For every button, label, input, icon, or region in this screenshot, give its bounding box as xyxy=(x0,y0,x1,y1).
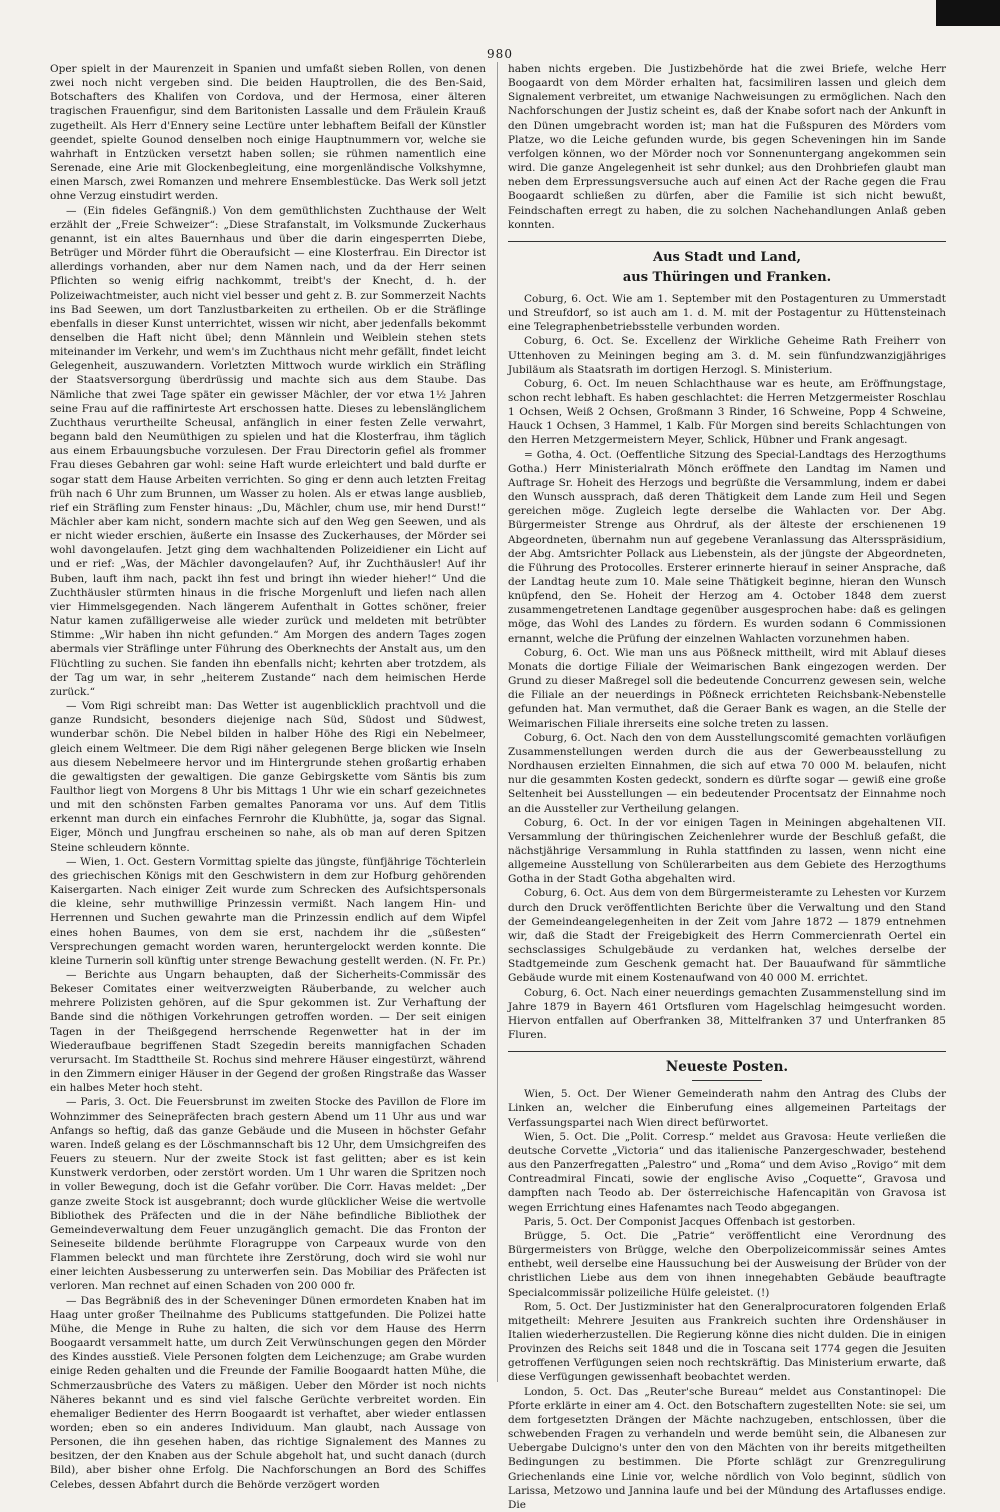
news-item: Coburg, 6. Oct. Im neuen Schlachthause war es heute, am Eröffnungstage, schon recht lebhaft. Es haben geschlachtet: die Herren Metzgermeister Roschlau 1 Ochsen, Weiß 2 Ochsen, Großmann 3 Rinder, 16 Schweine, Popp 4 Schweine, Hauck 1 Ochsen, 3 Hammel, 1 Kalb. Für Morgen sind bereits Schlachtungen von den Herren Metzgermeistern Meyer, Schlick, Hübner und Frank angesagt. xyxy=(508,377,946,447)
news-item: Coburg, 6. Oct. In der vor einigen Tagen in Meiningen abgehaltenen VII. Versammlung der thüringischen Zeichenlehrer wurde der Beschluß gefaßt, die nächstjährige Versammlung in Ruhla stattfinden zu lassen, wenn nicht eine allgemeine Ausstellung von Schülerarbeiten aus dem Gebiete des Herzogthums Gotha in der Stadt Gotha abgehalten wird. xyxy=(508,816,946,886)
section-rule xyxy=(508,1051,946,1052)
news-item: = Gotha, 4. Oct. (Oeffentliche Sitzung des Special-Landtags des Herzogthums Gotha.) Herr Ministerialrath Mönch eröffnete den Landtag im Namen und Auftrage Sr. Hoheit des Herzogs und begrüßte die Versammlung, indem er dabei den Wunsch aussprach, daß deren Thätigkeit dem Lande zum Heil und Segen gereichen möge. Zugleich legte derselbe die Wahlacten vor. Der Abg. Bürgermeister Strenge aus Ohrdruf, als der älteste der erschienenen 19 Abgeordneten, übernahm nun auf gegebene Veranlassung das Altersspräsidium, der Abg. Amtsrichter Pollack aus Liebenstein, als der jüngste der Abgeordneten, die Führung des Protocolles. Ersterer erinnerte hierauf in seiner Ansprache, daß der Landtag heute zum 10. Male seine Thätigkeit beginne, hieran den Wunsch knüpfend, den Se. Hoheit der Herzog am 4. October 1848 dem zuerst zusammengetretenen Landtage gegenüber ausgesprochen habe: daß es gelingen möge, das Wohl des Landes zu fördern. Es wurden sodann 6 Commissionen ernannt, welche die Prüfung der einzelnen Wahlacten vorzunehmen haben. xyxy=(508,448,946,645)
news-item: Coburg, 6. Oct. Nach den von dem Ausstellungscomité gemachten vorläufigen Zusammenstellungen werden durch die aus der Gewerbeausstellung zu Nordhausen erzielten Einnahmen, die sich auf etwa 70 000 M. belaufen, nicht nur die gesammten Kosten gedeckt, sondern es dürfte sogar — gewiß eine große Seltenheit bei Ausstellungen — ein bedeutender Procentsatz der Einnahme noch an die Aussteller zur Vertheilung gelangen. xyxy=(508,731,946,815)
short-rule xyxy=(692,1080,762,1081)
article-paragraph: — Wien, 1. Oct. Gestern Vormittag spielte das jüngste, fünfjährige Töchterlein des griechischen Königs mit den Geschwistern in dem zur Hofburg gehörenden Kaisergarten. Nach einiger Zeit wurde zum Schrecken des Aufsichtspersonals die kleine, sehr muthwillige Prinzessin vermißt. Nach langem Hin- und Herrennen und Suchen gewahrte man die Prinzessin endlich auf dem Wipfel eines hohen Baumes, von dem sie erst, nachdem ihr die „süßesten“ Versprechungen gemacht worden waren, heruntergelockt werden konnte. Die kleine Turnerin soll künftig unter strenge Bewachung gestellt werden. (N. Fr. Pr.) xyxy=(50,855,486,967)
article-paragraph: — Berichte aus Ungarn behaupten, daß der Sicherheits-Commissär des Bekeser Comitates einer weitverzweigten Räuberbande, zu welcher auch mehrere Polizisten gehören, auf die Spur gekommen ist. Zur Verhaftung der Bande sind die nöthigen Vorkehrungen getroffen worden. — Der seit einigen Tagen in der Theißgegend herrschende Regenwetter hat in der im Wiederaufbaue begriffenen Stadt Szegedin bereits mannigfachen Schaden verursacht. Im Stadttheile St. Rochus sind mehrere Häuser eingestürzt, während in den Zimmern einiger Häuser in der Gegend der großen Ringstraße das Wasser ein halbes Meter hoch steht. xyxy=(50,969,486,1095)
news-item: Wien, 5. Oct. Der Wiener Gemeinderath nahm den Antrag des Clubs der Linken an, welcher die Einberufung eines allgemeinen Parteitags der Verfassungspartei nach Wien direct befürwortet. xyxy=(508,1088,946,1129)
section-heading: Aus Stadt und Land, xyxy=(653,249,801,265)
left-column xyxy=(50,62,486,1491)
article-paragraph: — Paris, 3. Oct. Die Feuersbrunst im zweiten Stocke des Pavillon de Flore im Wohnzimmer des Seinepräfecten brach gestern Abend um 11 Uhr aus und war Anfangs so heftig, daß das ganze Gebäude und die Museen in höchster Gefahr waren. Indeß gelang es der Löschmannschaft bis 12 Uhr, dem Umsichgreifen des Feuers zu steuern. Nur der zweite Stock ist fast gelitten; aber es ist kein Kunstwerk verdorben, oder zerstört worden. Um 1 Uhr waren die Spritzen noch in voller Bewegung, doch ist die Gefahr vorüber. Die Corr. Havas meldet: „Der ganze zweite Stock ist ausgebrannt; doch wurde glücklicher Weise die wertvolle Bibliothek des Präfecten und die in der Nähe befindliche Bibliothek der Gemeindeverwaltung dem Feuer unzugänglich gemacht. Die das Fronton der Seineseite bildende berühmte Floragruppe von Carpeaux wurde von den Flammen beleckt und man fürchtete ihre Zerstörung, doch wird sie wohl nur einer leichten Ausbesserung zu unterwerfen sein. Das Mobiliar des Präfecten ist verloren. Man rechnet auf einen Schaden von 200 000 fr. xyxy=(50,1096,486,1293)
column-divider xyxy=(497,62,498,1382)
section-heading-latest: Neueste Posten. xyxy=(665,1059,789,1076)
article-paragraph: — (Ein fideles Gefängniß.) Von dem gemüthlichsten Zuchthause der Welt erzählt der „Freie Schweizer“: „Diese Strafanstalt, im Volksmunde Zuckerhaus genannt, ist ein altes Bauernhaus und über die darin eingesperrten Diebe, Betrüger und Mörder führt die Oberaufsicht — eine Klosterfrau. Ein Director ist allerdings vorhanden, aber nur dem Namen nach, und da der Herr seinen Pflichten so wenig eifrig nachkommt, treibt's der Knecht, d. h. der Polizeiwachtmeister, auch nicht viel besser und geht z. B. zur Sommerzeit Nachts ins Bad Seewen, um dort Tanzlustbarkeiten zu ertheilen. Ob er die Sträflinge ebenfalls in dieser Kunst unterrichtet, wissen wir nicht, aber jedenfalls bekommt denselben die Haft nicht übel; denn Männlein und Weiblein stehen stets miteinander im Verkehr, und wem's im Zuchthaus nicht mehr gefällt, findet leicht Gelegenheit, auszuwandern. Vorletzten Mittwoch wurde wirklich ein Sträfling der Staatsversorgung überdrüssig und machte sich aus dem Staube. Das Nämliche that zwei Tage später ein gewisser Mächler, der vor etwa 1½ Jahren seine Frau auf die raffinirteste Art erschossen hatte. Dieses zu lebenslänglichem Zuchthaus verurtheilte Scheusal, anfänglich in einer festen Zelle verwahrt, begann bald den Neumüthigen zu spielen und hat die Klosterfrau, ihm täglich aus einem Erbauungsbuche vorzulesen. Der Frau Directorin gefiel als frommer Frau dieses Gebahren gar wohl: seine Haft wurde erleichtert und bald durfte er sogar statt dem Hause Arbeiten verrichten. So ging er denn auch letzten Freitag früh nach 6 Uhr zum Brunnen, um Wasser zu holen. Als er etwas lange ausblieb, rief ein Sträfling zum Fenster hinaus: „Du, Mächler, chum use, mir hend Durst!“ Mächler aber kam nicht, sondern machte sich auf den Weg gen Seewen, und als er nicht wieder erschien, äußerte ein Insasse des Zuckerhauses, der Mörder sei wohl davongelaufen. Jetzt ging dem wachhaltenden Polizeidiener ein Licht auf und er rief: „Was, der Mächler davongelaufen? Auf, ihr Zuchthäusler! Auf ihr Buben, lauft ihm nach, packt ihn fest und bringt ihn wieder hieher!“ Und die Zuchthäusler stürmten hinaus in die frische Morgenluft und liefen nach allen vier Himmelsgegenden. Nach längerem Aufenthalt in Gottes schöner, freier Natur kamen zufälligerweise alle wieder zurück und meldeten mit betrübter Stimme: „Wir haben ihn nicht gefunden.“ Am Morgen des andern Tages zogen abermals vier Sträflinge unter Führung des Oberknechts der Anstalt aus, um den Flüchtling zu suchen. Sie fanden ihn ebenfalls nicht; kehrten aber trotzdem, als der Tag um war, in sehr „heiterem Zustande“ nach dem heimischen Herde zurück.“ xyxy=(50,204,486,698)
news-item: Paris, 5. Oct. Der Componist Jacques Offenbach ist gestorben. xyxy=(524,1215,856,1228)
news-item: Coburg, 6. Oct. Aus dem von dem Bürgermeisteramte zu Lehesten vor Kurzem durch den Druck veröffentlichten Berichte über die Verwaltung und den Stand der Gemeindeangelegenheiten in der Zeit vom Jahre 1872 — 1879 entnehmen wir, daß die Stadt der Freigebigkeit des Herrn Commercienrath Oertel ein sechsclassiges Schulgebäude zu verdanken hat, welches derselbe der Stadtgemeinde zum Geschenk gemacht hat. Der Bauaufwand für sämmtliche Gebäude wurde mit einem Kostenaufwand von 40 000 M. errichtet. xyxy=(508,887,946,985)
article-paragraph: Oper spielt in der Maurenzeit in Spanien und umfaßt sieben Rollen, von denen zwei noch nicht vergeben sind. Die beiden Hauptrollen, die des Ben-Said, Botschafters des Khalifen von Cordova, und der Hermosa, einer älteren tragischen Frauenfigur, sind dem Baritonisten Lassalle und dem Fräulein Krauß zugetheilt. Als Herr d'Ennery seine Lectüre unter lebhaftem Beifall der Künstler geendet, spielte Gounod denselben noch einige Hauptnummern vor, welche sie wahrhaft in Entzücken versetzt haben sollen; sie rühmen namentlich eine Serenade, eine Arie mit Glockenbegleitung, eine morgenländische Volkshymne, einen Marsch, zwei Romanzen und mehrere Ensemblestücke. Das Werk soll jetzt ohne Verzug einstudirt werden. xyxy=(50,63,486,203)
article-paragraph: — Das Begräbniß des in der Scheveninger Dünen ermordeten Knaben hat im Haag unter großer Theilnahme des Publicums stattgefunden. Die Polizei hatte Mühe, die Menge in Ruhe zu halten, die sich vor dem Hause des Herrn Boogaardt versammelt hatte, um durch Zeit Verwünschungen gegen den Mörder des Kindes ausstieß. Viele Personen folgten dem Leichenzuge; am Grabe wurden einige Reden gehalten und die Freunde der Familie Boogaardt hatten Mühe, die Schmerzausbrüche des Vaters zu mäßigen. Ueber den Mörder ist noch nichts Näheres bekannt und es sind viel falsche Gerüchte verbreitet worden. Ein ehemaliger Bedienter des Herrn Boogaardt ist verhaftet, aber wieder entlassen worden; eben so ein anderes Individuum. Man glaubt, nach Aussage von Personen, die ihn gesehen haben, das richtige Signalement des Mannes zu besitzen, der den Knaben aus der Schule abgeholt hat, und sucht danach (durch Bild), aber bisher ohne Erfolg. Die Nachforschungen an Bord des Schiffes Celebes, dessen Abfahrt durch die Behörde verzögert worden xyxy=(50,1294,486,1491)
news-item: Rom, 5. Oct. Der Justizminister hat den Generalprocuratoren folgenden Erlaß mitgetheilt: Mehrere Jesuiten aus Frankreich suchten ihre Ordenshäuser in Italien wiederherzustellen. Die Regierung könne dies nicht dulden. Die in einigen Provinzen des Reichs seit 1848 und die in Toscana seit 1774 gegen die Jesuiten getroffenen Verfügungen seien noch rechtskräftig. Das Ministerium erwarte, daß diese Verfügungen gewissenhaft beobachtet werden. xyxy=(508,1300,946,1384)
news-item: Coburg, 6. Oct. Wie man uns aus Pößneck mittheilt, wird mit Ablauf dieses Monats die dortige Filiale der Weimarischen Bank eingezogen werden. Der Grund zu dieser Maßregel soll die bedeutende Concurrenz gewesen sein, welche die Filiale an der neuerdings in Pößneck errichteten Reichsbank-Nebenstelle gefunden hat. Man vermuthet, daß die Geraer Bank es wagen, an die Stelle der Weimarischen Filiale ihrerseits eine solche treten zu lassen. xyxy=(508,646,946,730)
news-item: Coburg, 6. Oct. Nach einer neuerdings gemachten Zusammenstellung sind im Jahre 1879 in Bayern 461 Ortsfluren vom Hagelschlag heimgesucht worden. Hiervon entfallen auf Oberfranken 38, Mittelfranken 37 und Unterfranken 85 Fluren. xyxy=(508,986,946,1041)
news-item: Wien, 5. Oct. Die „Polit. Corresp.“ meldet aus Gravosa: Heute verließen die deutsche Corvette „Victoria“ und das italienische Panzergeschwader, bestehend aus den Panzerfregatten „Palestro“ und „Roma“ und dem Aviso „Rovigo“ mit dem Contreadmiral Fincati, sowie der englische Aviso „Coquette“, Gravosa und dampften nach Teodo ab. Der österreichische Hafencapitän von Gravosa ist wegen Errichtung eines Hafenamtes nach Teodo abgegangen. xyxy=(508,1130,946,1214)
section-rule xyxy=(508,241,946,242)
article-paragraph: haben nichts ergeben. Die Justizbehörde hat die zwei Briefe, welche Herr Boogaardt von dem Mörder erhalten hat, facsimiliren lassen und gleich dem Signalement verbreitet, um etwanige Nachweisungen zu ermöglichen. Nach den Nachforschungen der Justiz scheint es, daß der Knabe sofort nach der Ankunft in den Dünen umgebracht worden ist; man hat die Fußspuren des Mörders vom Platze, wo die Leiche gefunden wurde, bis gegen Scheveningen hin im Sande verfolgen können, wo der Mörder noch vor Sonnenuntergang angekommen sein wird. Die ganze Angelegenheit ist sehr dunkel; aus den Drohbriefen glaubt man neben dem Erpressungsversuche auch auf einen Act der Rache gegen die Frau Boogaardt schließen zu dürfen, aber die Familie ist sich nicht bewußt, Feindschaften erregt zu haben, die zu solchen Nachehandlungen Anlaß geben konnten. xyxy=(508,63,946,231)
article-paragraph: — Vom Rigi schreibt man: Das Wetter ist augenblicklich prachtvoll und die ganze Rundsicht, besonders diejenige nach Süd, Südost und Südwest, wunderbar schön. Die Nebel bilden in halber Höhe des Rigi ein Nebelmeer, gleich einem Weltmeer. Die dem Rigi näher gelegenen Berge blicken wie Inseln aus diesem Nebelmeere hervor und im Hintergrunde stehen großartig erhaben die gewaltigsten der gewaltigen. Die ganze Gebirgskette vom Säntis bis zum Faulthor liegt von Morgens 8 Uhr bis Mittags 1 Uhr wie ein scharf gezeichnetes und mit den schönsten Farben gemaltes Panorama vor uns. Auf dem Titlis erkennt man durch ein einfaches Fernrohr die Klubhütte, ja, sogar das Signal. Eiger, Mönch und Jungfrau erscheinen so nahe, als ob man auf deren Spitzen Steine schleudern könnte. xyxy=(50,700,486,854)
news-item: Brügge, 5. Oct. Die „Patrie“ veröffentlicht eine Verordnung des Bürgermeisters von Brügge, welche den Oberpolizeicommissär seines Amtes enthebt, weil derselbe eine Haussuchung bei der Ausweisung der Brüder von der christlichen Liebe aus dem von ihnen innegehabten Gebäude beauftragte Specialcommissär polizeiliche Hülfe geleistet. (!) xyxy=(508,1229,946,1299)
section-subheading: aus Thüringen und Franken. xyxy=(622,269,832,285)
scan-corner-mark xyxy=(936,0,1000,26)
news-item: Coburg, 6. Oct. Se. Excellenz der Wirkliche Geheime Rath Freiherr von Uttenhoven zu Meiningen beging am 3. d. M. sein fünfundzwanzigjähriges Jubiläum als Staatsrath im dortigen Herzogl. S. Ministerium. xyxy=(508,335,946,376)
page-number: 980 xyxy=(487,47,513,61)
news-item: London, 5. Oct. Das „Reuter'sche Bureau“ meldet aus Constantinopel: Die Pforte erklärte in einer am 4. Oct. den Botschaftern zugestellten Note: sie sei, um dem fortgesetzten Drängen der Mächte nachzugeben, entschlossen, über die schwebenden Fragen zu verhandeln und werde bemüht sein, die Albanesen zur Uebergabe Dulcigno's unter den von den Mächten von ihr bereits mitgetheilten Bedingungen zu bestimmen. Die Pforte schlägt zur Grenzregulirung Griechenlands eine Linie vor, welche nördlich von Volo beginnt, südlich von Larissa, Metzowo und Jannina laufe und bei der Mündung des Artaflusses endige. Die xyxy=(508,1385,946,1511)
right-column xyxy=(508,62,946,1511)
news-item: Coburg, 6. Oct. Wie am 1. September mit den Postagenturen zu Ummerstadt und Streufdorf, so ist auch am 1. d. M. mit der Postagentur zu Hüttensteinach eine Telegraphenbetriebsstelle verbunden worden. xyxy=(508,292,946,334)
